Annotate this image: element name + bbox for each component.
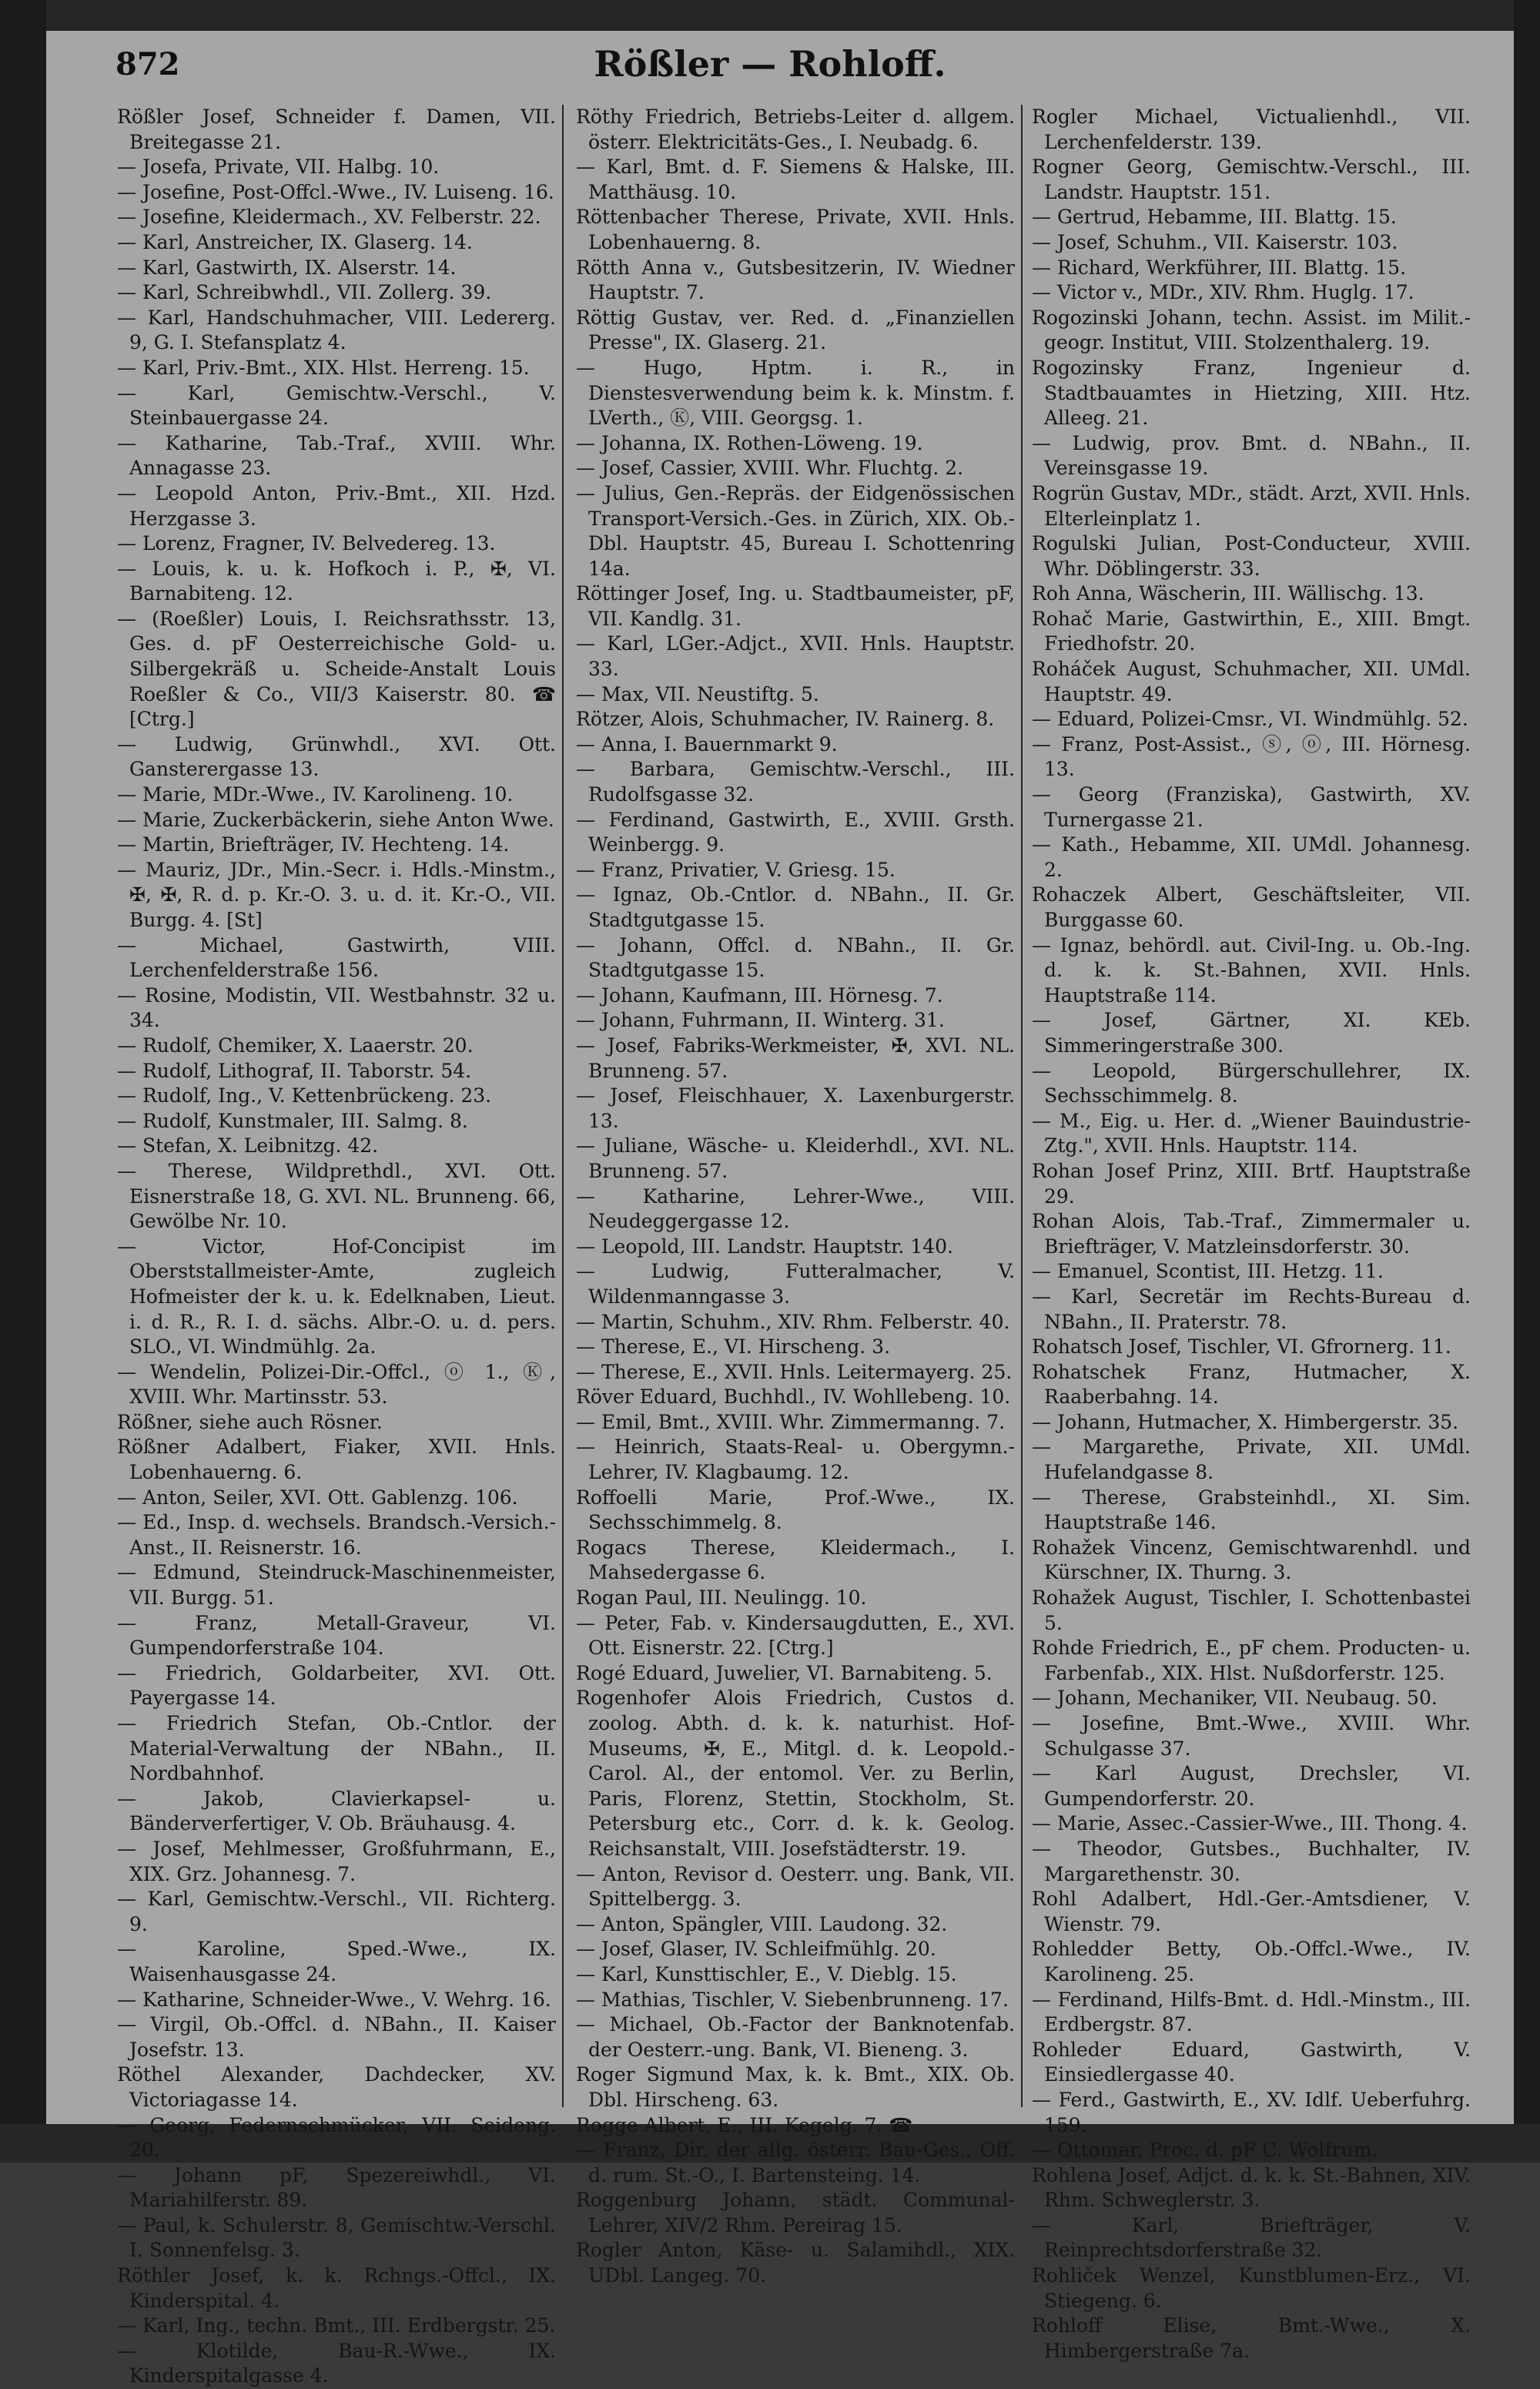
directory-entry: Rogler Michael, Victualienhdl., VII. Lerchenfelderstr. 139. [1032,106,1471,153]
directory-entry: — Juliane, Wäsche- u. Kleiderhdl., XVI. NL. Brunneng. 57. [576,1134,1015,1182]
directory-entry: — Michael, Gastwirth, VIII. Lerchenfelderstraße 156. [117,933,556,982]
directory-entry: — Ludwig, Futteralmacher, V. Wildenmanngasse 3. [576,1260,1015,1308]
directory-entry: — Josef, Cassier, XVIII. Whr. Fluchtg. 2. [576,457,964,480]
directory-entry: — Emil, Bmt., XVIII. Whr. Zimmermanng. 7. [576,1410,1006,1433]
directory-entry: — Barbara, Gemischtw.-Verschl., III. Rudolfsgasse 32. [576,758,1015,806]
directory-entry: — Edmund, Steindruck-Maschinenmeister, VII. Burgg. 51. [117,1561,556,1610]
directory-entry: — Rosine, Modistin, VII. Westbahnstr. 32 u. 34. [117,983,556,1032]
directory-entry: Rogge Albert, E., III. Kegelg. 7. ☎ [576,2113,913,2136]
directory-entry: — Karl, Priv.-Bmt., XIX. Hlst. Herreng. 15. [117,356,530,379]
directory-entry: — Leopold, III. Landstr. Hauptstr. 140. [576,1235,953,1258]
directory-entry: — Karl, Gemischtw.-Verschl., VII. Richterg. 9. [117,1888,556,1935]
directory-entry: — Marie, MDr.-Wwe., IV. Karolineng. 10. [117,783,514,806]
directory-entry: — Virgil, Ob.-Offcl. d. NBahn., II. Kaiser Josefstr. 13. [117,2013,556,2061]
directory-entry: — Martin, Briefträger, IV. Hechteng. 14. [117,833,510,856]
directory-entry: — Kath., Hebamme, XII. UMdl. Johannesg. 2. [1032,833,1471,881]
directory-entry: — Georg (Franziska), Gastwirth, XV. Turnergasse 21. [1032,783,1471,831]
directory-entry: Rohloff Elise, Bmt.-Wwe., X. Himbergerstraße 7a. [1032,2314,1471,2362]
directory-entry: Roffoelli Marie, Prof.-Wwe., IX. Sechsschimmelg. 8. [576,1486,1015,1534]
directory-entry: — Georg, Federnschmücker, VII. Seideng. 20. [117,2113,556,2162]
directory-entry: — Leopold, Bürgerschullehrer, IX. Sechsschimmelg. 8. [1032,1059,1471,1107]
directory-entry: Rogan Paul, III. Neulingg. 10. [576,1587,867,1610]
directory-entry: — Karl, Gastwirth, IX. Alserstr. 14. [117,256,457,279]
directory-entry: — Johann, Fuhrmann, II. Winterg. 31. [576,1009,945,1032]
directory-entry: — Louis, k. u. k. Hofkoch i. P., ✠, VI. Barnabiteng. 12. [117,557,556,605]
directory-entry: — Leopold Anton, Priv.-Bmt., XII. Hzd. Herzgasse 3. [117,481,556,530]
directory-entry: — Marie, Zuckerbäckerin, siehe Anton Wwe. [117,808,554,831]
directory-entry: — Josef, Mehlmesser, Großfuhrmann, E., XIX. Grz. Johannesg. 7. [117,1837,556,1885]
directory-entry: Rößler Josef, Schneider f. Damen, VII. Breitegasse 21. [117,106,556,153]
directory-entry: — Peter, Fab. v. Kindersaugdutten, E., XVI. Ott. Eisnerstr. 22. [Ctrg.] [576,1611,1015,1660]
column-3 [1032,105,1471,2362]
directory-entry: — Josef, Schuhm., VII. Kaiserstr. 103. [1032,230,1398,253]
directory-entry: — Richard, Werkführer, III. Blattg. 15. [1032,256,1407,279]
directory-entry: — Hugo, Hptm. i. R., in Dienstesverwendung beim k. k. Minstm. f. LVerth., Ⓚ, VIII. Georgsg. 1. [576,356,1015,430]
directory-entry: — Margarethe, Private, XII. UMdl. Hufelandgasse 8. [1032,1436,1471,1484]
directory-entry: Roháček August, Schuhmacher, XII. UMdl. Hauptstr. 49. [1032,658,1471,705]
directory-entry: Rogler Anton, Käse- u. Salamihdl., XIX. UDbl. Langeg. 70. [576,2239,1015,2287]
directory-entry: — Therese, E., VI. Hirscheng. 3. [576,1335,891,1359]
directory-entry: — Karl, Briefträger, V. Reinprechtsdorferstraße 32. [1032,2213,1471,2262]
directory-entry: Rogenhofer Alois Friedrich, Custos d. zoolog. Abth. d. k. k. naturhist. Hof-Museums, ✠, E., Mitgl. d. k. Leopold.-Carol. Al., der entomol. Ver. zu Berlin, Paris, Florenz, Stettin, Stockholm, St. Petersburg etc., Corr. d. k. k. Geolog. Reichsanstalt, VIII. Josefstädterstr. 19. [576,1687,1015,1860]
directory-entry: — Mathias, Tischler, V. Siebenbrunneng. 17. [576,1988,1009,2011]
directory-entry: — Karl August, Drechsler, VI. Gumpendorferstr. 20. [1032,1762,1471,1810]
directory-entry: — Therese, Wildprethdl., XVI. Ott. Eisnerstraße 18, G. XVI. NL. Brunneng. 66, Gewölbe Nr. 10. [117,1159,556,1233]
column-2 [576,105,1015,2287]
scan-border-left [0,0,46,2163]
directory-entry: — Martin, Schuhm., XIV. Rhm. Felberstr. 40. [576,1310,1010,1333]
directory-entry: Röthler Josef, k. k. Rchngs.-Offcl., IX. Kinderspital. 4. [117,2264,556,2312]
directory-entry: — Franz, Metall-Graveur, VI. Gumpendorferstraße 104. [117,1611,556,1660]
directory-entry: Rößner Adalbert, Fiaker, XVII. Hnls. Lobenhauerng. 6. [117,1436,556,1484]
directory-entry: — Gertrud, Hebamme, III. Blattg. 15. [1032,206,1397,229]
directory-entry: — Josefa, Private, VII. Halbg. 10. [117,156,440,179]
directory-entry: Roger Sigmund Max, k. k. Bmt., XIX. Ob. Dbl. Hirscheng. 63. [576,2063,1015,2111]
running-head: Rößler — Rohloff. [594,43,946,85]
directory-entry: Rötzer, Alois, Schuhmacher, IV. Rainerg. 8. [576,708,995,731]
directory-entry: — Karl, Schreibwhdl., VII. Zollerg. 39. [117,281,492,304]
directory-entry: — Josef, Glaser, IV. Schleifmühlg. 20. [576,1938,936,1961]
directory-entry: Rohleder Eduard, Gastwirth, V. Einsiedlergasse 40. [1032,2038,1471,2086]
directory-entry: — Ferd., Gastwirth, E., XV. Idlf. Ueberfuhrg. 159. [1032,2088,1471,2136]
directory-entry: — Johann, Kaufmann, III. Hörnesg. 7. [576,983,943,1007]
directory-entry: — Anton, Spängler, VIII. Laudong. 32. [576,1912,948,1935]
directory-entry: — Friedrich, Goldarbeiter, XVI. Ott. Payergasse 14. [117,1661,556,1710]
directory-entry: — Rudolf, Kunstmaler, III. Salmg. 8. [117,1109,468,1132]
directory-entry: — Therese, E., XVII. Hnls. Leitermayerg. 25. [576,1360,1013,1383]
directory-entry: Rogner Georg, Gemischtw.-Verschl., III. Landstr. Hauptstr. 151. [1032,156,1471,203]
directory-entry: — Johanna, IX. Rothen-Löweng. 19. [576,431,923,454]
directory-entry: — Karl, Bmt. d. F. Siemens & Halske, III. Matthäusg. 10. [576,156,1015,203]
directory-entry: — Josef, Gärtner, XI. KEb. Simmeringerstraße 300. [1032,1009,1471,1057]
directory-entry: — Paul, k. Schulerstr. 8, Gemischtw.-Verschl. I. Sonnenfelsg. 3. [117,2213,556,2262]
directory-entry: Rohde Friedrich, E., pF chem. Producten- u. Farbenfab., XIX. Hlst. Nußdorferstr. 125. [1032,1637,1471,1684]
directory-entry: Rogozinsky Franz, Ingenieur d. Stadtbauamtes in Hietzing, XIII. Htz. Alleeg. 21. [1032,356,1471,430]
column-rule [1021,105,1023,2107]
directory-entry: — Johann pF, Spezereiwhdl., VI. Mariahilferstr. 89. [117,2163,556,2212]
directory-entry: Rogé Eduard, Juwelier, VI. Barnabiteng. 5. [576,1661,993,1684]
directory-entry: — Karl, Anstreicher, IX. Glaserg. 14. [117,230,473,253]
directory-entry: — Katharine, Lehrer-Wwe., VIII. Neudeggergasse 12. [576,1184,1015,1233]
column-1 [117,105,556,2387]
directory-entry: — Emanuel, Scontist, III. Hetzg. 11. [1032,1260,1384,1283]
directory-entry: Roh Anna, Wäscherin, III. Wällischg. 13. [1032,582,1424,605]
directory-entry: — Rudolf, Lithograf, II. Taborstr. 54. [117,1059,472,1082]
directory-entry: Rohatsch Josef, Tischler, VI. Gfrornerg. 11. [1032,1335,1451,1359]
scan-border-top [0,0,1540,31]
directory-entry: — Ottomar, Proc. d. pF C. Wolfrum. [1032,2139,1378,2162]
directory-entry: — Max, VII. Neustiftg. 5. [576,682,819,705]
directory-entry: Rogrün Gustav, MDr., städt. Arzt, XVII. Hnls. Elterleinplatz 1. [1032,481,1471,530]
directory-entry: — Jakob, Clavierkapsel- u. Bänderverfertiger, V. Ob. Bräuhausg. 4. [117,1787,556,1835]
directory-entry: — Mauriz, JDr., Min.-Secr. i. Hdls.-Minstm., ✠, ✠, R. d. p. Kr.-O. 3. u. d. it. Kr.-O., VII. Burgg. 4. [St] [117,858,556,931]
directory-entry: — Franz, Post-Assist., ⓢ, ⓞ, III. Hörnesg. 13. [1032,732,1471,781]
directory-entry: — Stefan, X. Leibnitzg. 42. [117,1134,379,1158]
directory-entry: — Rudolf, Ing., V. Kettenbrückeng. 23. [117,1084,492,1107]
directory-entry: — Karl, Gemischtw.-Verschl., V. Steinbauergasse 24. [117,381,556,430]
directory-entry: — Josef, Fleischhauer, X. Laxenburgerstr. 13. [576,1084,1015,1132]
directory-entry: — Michael, Ob.-Factor der Banknotenfab. der Oesterr.-ung. Bank, VI. Bieneng. 3. [576,2013,1015,2061]
directory-entry: — Franz, Dir. der allg. österr. Bau-Ges., Off. d. rum. St.-O., I. Bartensteing. 14. [576,2139,1015,2186]
directory-entry: — Katharine, Tab.-Traf., XVIII. Whr. Annagasse 23. [117,431,556,480]
column-rule [562,105,564,2107]
directory-entry: — Karoline, Sped.-Wwe., IX. Waisenhausgasse 24. [117,1938,556,1985]
directory-entry: — Ludwig, prov. Bmt. d. NBahn., II. Vereinsgasse 19. [1032,431,1471,480]
directory-entry: — Wendelin, Polizei-Dir.-Offcl., ⓞ 1., Ⓚ, XVIII. Whr. Martinsstr. 53. [117,1360,556,1409]
directory-entry: Rohledder Betty, Ob.-Offcl.-Wwe., IV. Karolineng. 25. [1032,1938,1471,1985]
directory-entry: Rogacs Therese, Kleidermach., I. Mahsedergasse 6. [576,1536,1015,1584]
directory-entry: — Heinrich, Staats-Real- u. Obergymn.-Lehrer, IV. Klagbaumg. 12. [576,1436,1015,1484]
directory-entry: — Therese, Grabsteinhdl., XI. Sim. Hauptstraße 146. [1032,1486,1471,1534]
directory-entry: — Ludwig, Grünwhdl., XVI. Ott. Gansterergasse 13. [117,732,556,781]
directory-entry: Rohlena Josef, Adjct. d. k. k. St.-Bahnen, XIV. Rhm. Schweglerstr. 3. [1032,2163,1471,2212]
directory-entry: Rötth Anna v., Gutsbesitzerin, IV. Wiedner Hauptstr. 7. [576,256,1015,304]
directory-entry: — Lorenz, Fragner, IV. Belvedereg. 13. [117,532,496,555]
directory-entry: Rohaczek Albert, Geschäftsleiter, VII. Burggasse 60. [1032,883,1471,931]
directory-entry: Roggenburg Johann, städt. Communal-Lehrer, XIV/2 Rhm. Pereirag 15. [576,2189,1015,2237]
directory-entry: — Karl, LGer.-Adjct., XVII. Hnls. Hauptstr. 33. [576,632,1015,681]
directory-entry: — Marie, Assec.-Cassier-Wwe., III. Thong. 4. [1032,1812,1468,1835]
directory-entry: — Victor v., MDr., XIV. Rhm. Huglg. 17. [1032,281,1414,304]
page-number: 872 [116,46,180,82]
directory-entry: Rohač Marie, Gastwirthin, E., XIII. Bmgt. Friedhofstr. 20. [1032,607,1471,655]
directory-entry: — Karl, Secretär im Rechts-Bureau d. NBahn., II. Praterstr. 78. [1032,1285,1471,1333]
directory-entry: Rohliček Wenzel, Kunstblumen-Erz., VI. Stiegeng. 6. [1032,2264,1471,2312]
scan-border-right [1514,0,1540,2163]
directory-entry: Rohatschek Franz, Hutmacher, X. Raaberbahng. 14. [1032,1360,1471,1409]
directory-entry: Rogozinski Johann, techn. Assist. im Milit.-geogr. Institut, VIII. Stolzenthalerg. 19. [1032,306,1471,354]
directory-entry: — Johann, Hutmacher, X. Himbergerstr. 35. [1032,1410,1459,1433]
directory-entry: — Eduard, Polizei-Cmsr., VI. Windmühlg. 52. [1032,708,1468,731]
directory-entry: Röttenbacher Therese, Private, XVII. Hnls. Lobenhauerng. 8. [576,206,1015,253]
directory-entry: — Theodor, Gutsbes., Buchhalter, IV. Margarethenstr. 30. [1032,1837,1471,1885]
directory-entry: Rohažek Vincenz, Gemischtwarenhdl. und Kürschner, IX. Thurng. 3. [1032,1536,1471,1584]
directory-entry: Rößner, siehe auch Rösner. [117,1410,383,1433]
directory-entry: Rogulski Julian, Post-Conducteur, XVIII. Whr. Döblingerstr. 33. [1032,532,1471,580]
directory-entry: — Ferdinand, Gastwirth, E., XVIII. Grsth. Weinbergg. 9. [576,808,1015,856]
directory-entry: — Johann, Mechaniker, VII. Neubaug. 50. [1032,1687,1438,1710]
directory-entry: — Victor, Hof-Concipist im Oberststallmeister-Amte, zugleich Hofmeister der k. u. k. Edelknaben, Lieut. i. d. R., R. I. d. sächs. Albr.-O. u. d. pers. SLO., VI. Windmühlg. 2a. [117,1235,556,1359]
directory-entry: — Karl, Kunsttischler, E., V. Dieblg. 15. [576,1962,957,1985]
directory-entry: Rohl Adalbert, Hdl.-Ger.-Amtsdiener, V. Wienstr. 79. [1032,1888,1471,1935]
directory-entry: — Josefine, Kleidermach., XV. Felberstr. 22. [117,206,541,229]
directory-entry: Röthel Alexander, Dachdecker, XV. Victoriagasse 14. [117,2063,556,2111]
directory-entry: — Ignaz, behördl. aut. Civil-Ing. u. Ob.-Ing. d. k. k. St.-Bahnen, XVII. Hnls. Hauptstraße 114. [1032,933,1471,1007]
directory-entry: — Franz, Privatier, V. Griesg. 15. [576,858,896,881]
directory-entry: Röthy Friedrich, Betriebs-Leiter d. allgem. österr. Elektricitäts-Ges., I. Neubadg. 6. [576,106,1015,153]
directory-entry: — Karl, Handschuhmacher, VIII. Ledererg. 9, G. I. Stefansplatz 4. [117,306,556,354]
directory-entry: Röver Eduard, Buchhdl., IV. Wohllebeng. 10. [576,1385,1011,1409]
directory-entry: — Anton, Revisor d. Oesterr. ung. Bank, VII. Spittelbergg. 3. [576,1862,1015,1911]
directory-entry: — Johann, Offcl. d. NBahn., II. Gr. Stadtgutgasse 15. [576,933,1015,982]
directory-entry: — Ferdinand, Hilfs-Bmt. d. Hdl.-Minstm., III. Erdbergstr. 87. [1032,1988,1471,2036]
directory-entry: Rohažek August, Tischler, I. Schottenbastei 5. [1032,1587,1471,1634]
directory-entry: — Josef, Fabriks-Werkmeister, ✠, XVI. NL. Brunneng. 57. [576,1034,1015,1082]
directory-entry: — Josefine, Bmt.-Wwe., XVIII. Whr. Schulgasse 37. [1032,1712,1471,1760]
directory-entry: — Ignaz, Ob.-Cntlor. d. NBahn., II. Gr. Stadtgutgasse 15. [576,883,1015,931]
directory-entry: Rohan Alois, Tab.-Traf., Zimmermaler u. Briefträger, V. Matzleinsdorferstr. 30. [1032,1210,1471,1258]
directory-entry: — (Roeßler) Louis, I. Reichsrathsstr. 13, Ges. d. pF Oesterreichische Gold- u. Silbergekräß u. Scheide-Anstalt Louis Roeßler & Co., VII/3 Kaiserstr. 80. ☎ [Ctrg.] [117,607,556,731]
directory-entry: Rohan Josef Prinz, XIII. Brtf. Hauptstraße 29. [1032,1159,1471,1208]
directory-entry: — Rudolf, Chemiker, X. Laaerstr. 20. [117,1034,474,1057]
directory-entry: Röttinger Josef, Ing. u. Stadtbaumeister, pF, VII. Kandlg. 31. [576,582,1015,630]
directory-entry: — Julius, Gen.-Repräs. der Eidgenössischen Transport-Versich.-Ges. in Zürich, XIX. Ob.-Dbl. Hauptstr. 45, Bureau I. Schottenring 14a. [576,481,1015,580]
directory-entry: — Josefine, Post-Offcl.-Wwe., IV. Luiseng. 16. [117,180,554,203]
directory-entry: — Ed., Insp. d. wechsels. Brandsch.-Versich.-Anst., II. Reisnerstr. 16. [117,1511,556,1559]
directory-entry: — Klotilde, Bau-R.-Wwe., IX. Kinderspitalgasse 4. [117,2339,556,2387]
directory-entry: — Anna, I. Bauernmarkt 9. [576,732,838,756]
directory-entry: — Friedrich Stefan, Ob.-Cntlor. der Material-Verwaltung der NBahn., II. Nordbahnhof. [117,1712,556,1785]
directory-entry: Röttig Gustav, ver. Red. d. „Finanziellen Presse", IX. Glaserg. 21. [576,306,1015,354]
directory-entry: — Anton, Seiler, XVI. Ott. Gablenzg. 106. [117,1486,518,1509]
directory-entry: — Karl, Ing., techn. Bmt., III. Erdbergstr. 25. [117,2314,556,2337]
directory-entry: — Katharine, Schneider-Wwe., V. Wehrg. 16. [117,1988,551,2011]
directory-entry: — M., Eig. u. Her. d. „Wiener Bauindustrie-Ztg.", XVII. Hnls. Hauptstr. 114. [1032,1109,1471,1158]
